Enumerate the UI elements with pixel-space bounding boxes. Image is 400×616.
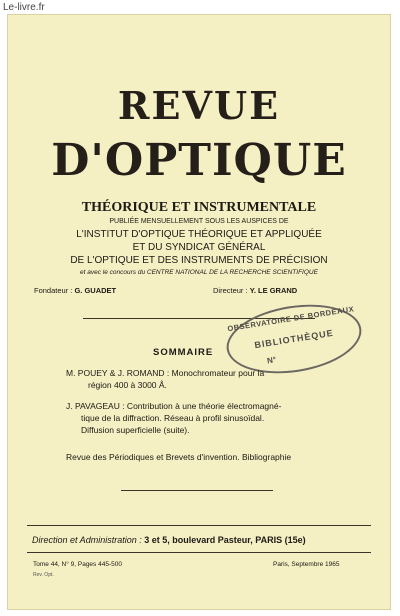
fondateur-name: G. GUADET	[74, 286, 117, 295]
title-optique: D'OPTIQUE	[51, 135, 347, 186]
sommaire-item-2-line-1: J. PAVAGEAU : Contribution à une théorie électromagné-	[66, 401, 282, 411]
stamp-number: N°	[266, 355, 277, 366]
direction-label: Direction et Administration :	[32, 535, 142, 545]
concours-line: et avec le concours du CENTRE NATIONAL DE LA RECHERCHE SCIENTIFIQUE	[80, 269, 318, 276]
stamp-bibliotheque: BIBLIOTHÈQUE	[253, 327, 335, 351]
footer-rule	[27, 525, 371, 526]
journal-cover	[7, 14, 391, 610]
watermark: Le-livre.fr	[3, 2, 45, 13]
issue-date: Paris, Septembre 1965	[273, 561, 340, 568]
sommaire-item-2-line-3: Diffusion superficielle (suite).	[81, 425, 190, 435]
sommaire-item-3: Revue des Périodiques et Brevets d'invention. Bibliographie	[66, 452, 292, 462]
sommaire-item-1-line-1: M. POUEY & J. ROMAND : Monochromateur pour la	[66, 368, 265, 378]
directeur	[213, 286, 297, 295]
institut-line-3: DE L'OPTIQUE ET DES INSTRUMENTS DE PRÉCISION	[70, 255, 328, 266]
fondateur-label: Fondateur :	[34, 286, 73, 295]
fondateur	[34, 286, 116, 295]
sommaire-heading: SOMMAIRE	[153, 347, 214, 358]
institut-line-2: ET DU SYNDICAT GÉNÉRAL	[132, 242, 266, 253]
sommaire-item-2-line-2: tique de la diffraction. Réseau à profil sinusoïdal.	[81, 413, 265, 423]
auspices-line: PUBLIÉE MENSUELLEMENT SOUS LES AUSPICES DE	[109, 218, 289, 225]
rule-bottom	[121, 490, 273, 491]
institut-line-1: L'INSTITUT D'OPTIQUE THÉORIQUE ET APPLIQUÉE	[76, 229, 322, 240]
tome-info: Tome 44, N° 9, Pages 445-500	[33, 561, 122, 568]
stamp-observatoire: OBSERVATOIRE DE BORDEAUX	[226, 304, 355, 334]
direction-address: 3 et 5, boulevard Pasteur, PARIS (15e)	[144, 535, 306, 545]
footer-rule-2	[27, 552, 371, 553]
directeur-name: Y. LE GRAND	[249, 286, 298, 295]
sommaire-item-1-line-2: région 400 à 3000 Å.	[88, 380, 167, 390]
direction-line	[32, 535, 306, 545]
subtitle: THÉORIQUE ET INSTRUMENTALE	[81, 200, 317, 215]
directeur-label: Directeur :	[213, 286, 248, 295]
title-revue: REVUE	[117, 83, 281, 128]
journal-abbreviation: Rev. Opt.	[33, 572, 54, 578]
